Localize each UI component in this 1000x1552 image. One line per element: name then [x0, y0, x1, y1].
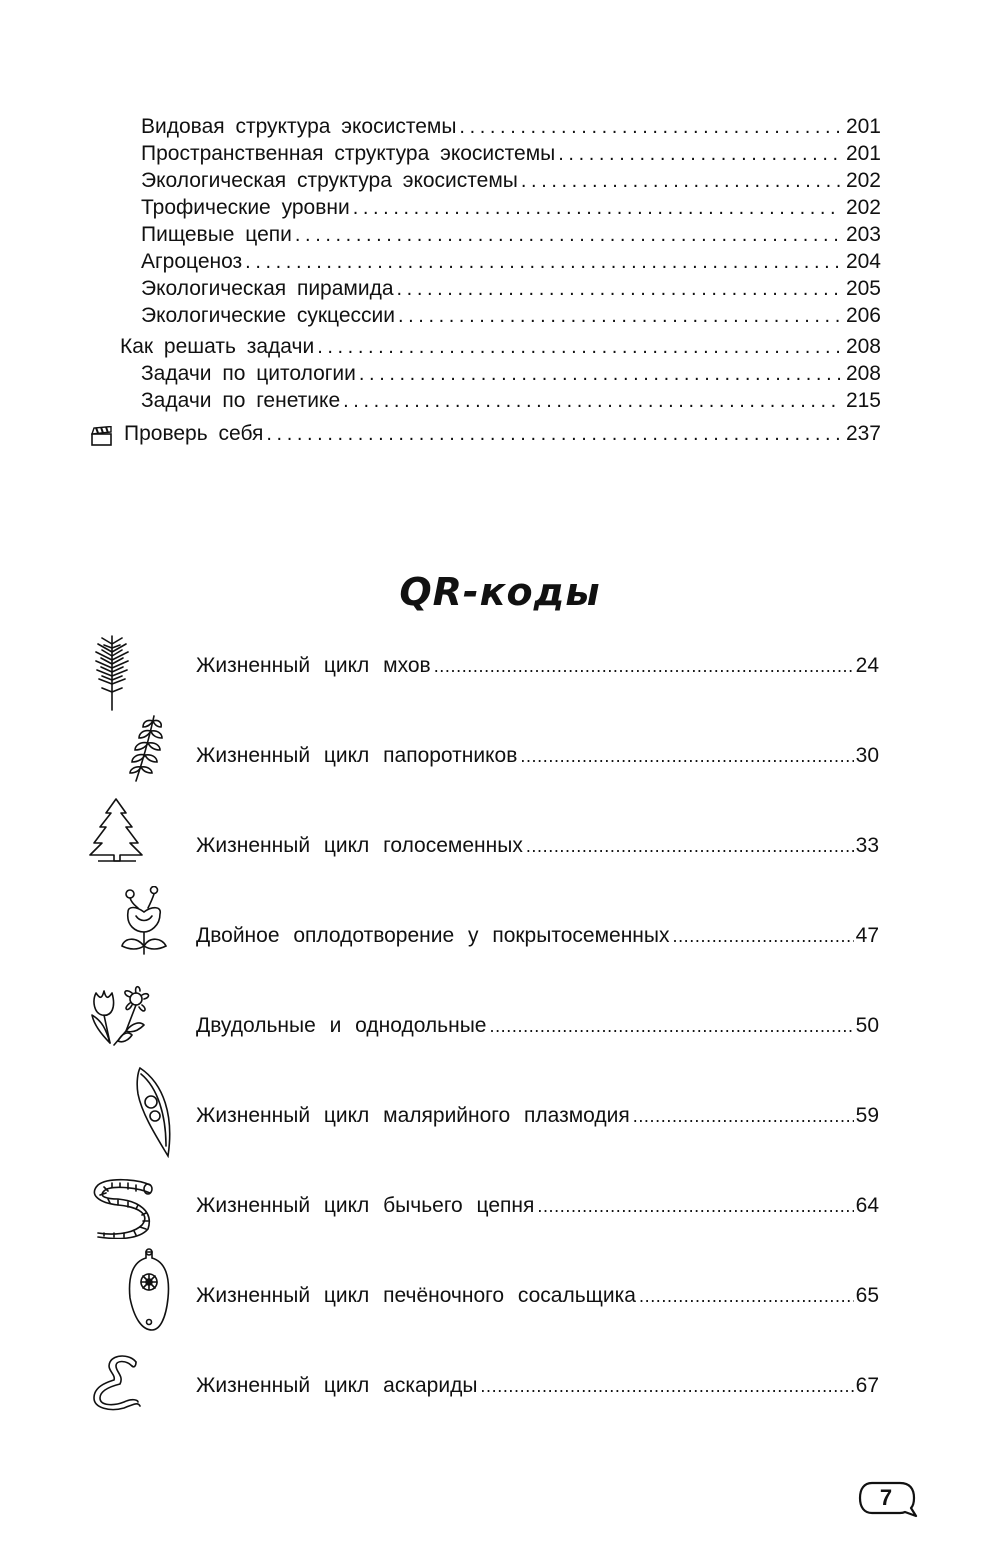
- qr-item-page: 65: [855, 1284, 879, 1307]
- toc-item-label: Задачи по цитологии: [141, 362, 356, 385]
- fluke-icon: [126, 1248, 172, 1334]
- qr-item[interactable]: [196, 922, 879, 950]
- roundworm-icon: [90, 1352, 142, 1412]
- toc-item-label: Как решать задачи: [120, 335, 315, 358]
- toc-item-label: Экологическая структура экосистемы: [141, 169, 518, 192]
- page-number: 7: [879, 1485, 893, 1510]
- toc-item-page: 203: [845, 223, 881, 246]
- toc-item-label: Пищевые цепи: [141, 223, 292, 246]
- qr-item-label: Жизненный цикл мхов: [196, 654, 431, 677]
- flower-icon: [118, 886, 172, 956]
- toc-item-label: Агроценоз: [141, 250, 243, 273]
- qr-item[interactable]: [196, 1192, 879, 1220]
- clapperboard-icon: [91, 426, 113, 446]
- qr-item-label: Двойное оплодотворение у покрытосеменных: [196, 924, 670, 947]
- qr-item[interactable]: [196, 1282, 879, 1310]
- toc-item[interactable]: [120, 333, 881, 360]
- toc-item[interactable]: [141, 221, 881, 248]
- qr-item-page: 64: [855, 1194, 879, 1217]
- toc-item-page: 208: [845, 362, 881, 385]
- qr-item-label: Жизненный цикл бычьего цепня: [196, 1194, 535, 1217]
- qr-item[interactable]: [196, 1372, 879, 1400]
- toc-item-page: 215: [845, 389, 881, 412]
- toc-item-label: Экологические сукцессии: [141, 304, 395, 327]
- qr-item[interactable]: [196, 1102, 879, 1130]
- qr-item-page: 59: [855, 1104, 879, 1127]
- qr-item-label: Жизненный цикл малярийного плазмодия: [196, 1104, 630, 1127]
- qr-item[interactable]: [196, 832, 879, 860]
- qr-section-title: QR-коды: [399, 570, 601, 614]
- toc-item-label: Видовая структура экосистемы: [141, 115, 457, 138]
- toc-item-page: 237: [845, 422, 881, 445]
- toc-item-page: 205: [845, 277, 881, 300]
- toc-item-label: Экологическая пирамида: [141, 277, 394, 300]
- toc-item-label: Задачи по генетике: [141, 389, 341, 412]
- qr-item-page: 33: [855, 834, 879, 857]
- toc-item-page: 206: [845, 304, 881, 327]
- toc-item[interactable]: [141, 360, 881, 387]
- page-number-badge: [858, 1481, 918, 1519]
- qr-item-page: 47: [855, 924, 879, 947]
- qr-item-page: 67: [855, 1374, 879, 1397]
- toc-item-label: Трофические уровни: [141, 196, 350, 219]
- qr-item-label: Жизненный цикл голосеменных: [196, 834, 523, 857]
- toc-item[interactable]: [141, 194, 881, 221]
- fern-icon: [124, 713, 170, 783]
- toc-item[interactable]: [141, 167, 881, 194]
- toc-item-label: Пространственная структура экосистемы: [141, 142, 556, 165]
- toc-item-label: Проверь себя: [124, 422, 264, 445]
- qr-item[interactable]: [196, 742, 879, 770]
- toc-item-page: 208: [845, 335, 881, 358]
- qr-item[interactable]: [196, 652, 879, 680]
- qr-item-page: 30: [855, 744, 879, 767]
- moss-icon: [88, 634, 136, 712]
- toc-item-page: 201: [845, 115, 881, 138]
- tapeworm-icon: [88, 1175, 154, 1239]
- tulip-chamomile-icon: [88, 985, 156, 1049]
- qr-item-label: Жизненный цикл аскариды: [196, 1374, 478, 1397]
- toc-item[interactable]: [141, 248, 881, 275]
- qr-item-label: Двудольные и однодольные: [196, 1014, 487, 1037]
- qr-item-page: 50: [855, 1014, 879, 1037]
- plasmodium-icon: [134, 1066, 174, 1158]
- toc-item-page: 201: [845, 142, 881, 165]
- toc-item[interactable]: [141, 275, 881, 302]
- toc-item-page: 202: [845, 169, 881, 192]
- fir-tree-icon: [88, 797, 144, 863]
- toc-item[interactable]: [141, 113, 881, 140]
- toc-item[interactable]: [141, 140, 881, 167]
- toc-item-page: 204: [845, 250, 881, 273]
- toc-item[interactable]: [141, 302, 881, 329]
- qr-item[interactable]: [196, 1012, 879, 1040]
- toc-item[interactable]: [124, 420, 881, 447]
- toc-item[interactable]: [141, 387, 881, 414]
- qr-item-label: Жизненный цикл печёночного сосальщика: [196, 1284, 636, 1307]
- toc-item-page: 202: [845, 196, 881, 219]
- qr-item-label: Жизненный цикл папоротников: [196, 744, 518, 767]
- qr-item-page: 24: [855, 654, 879, 677]
